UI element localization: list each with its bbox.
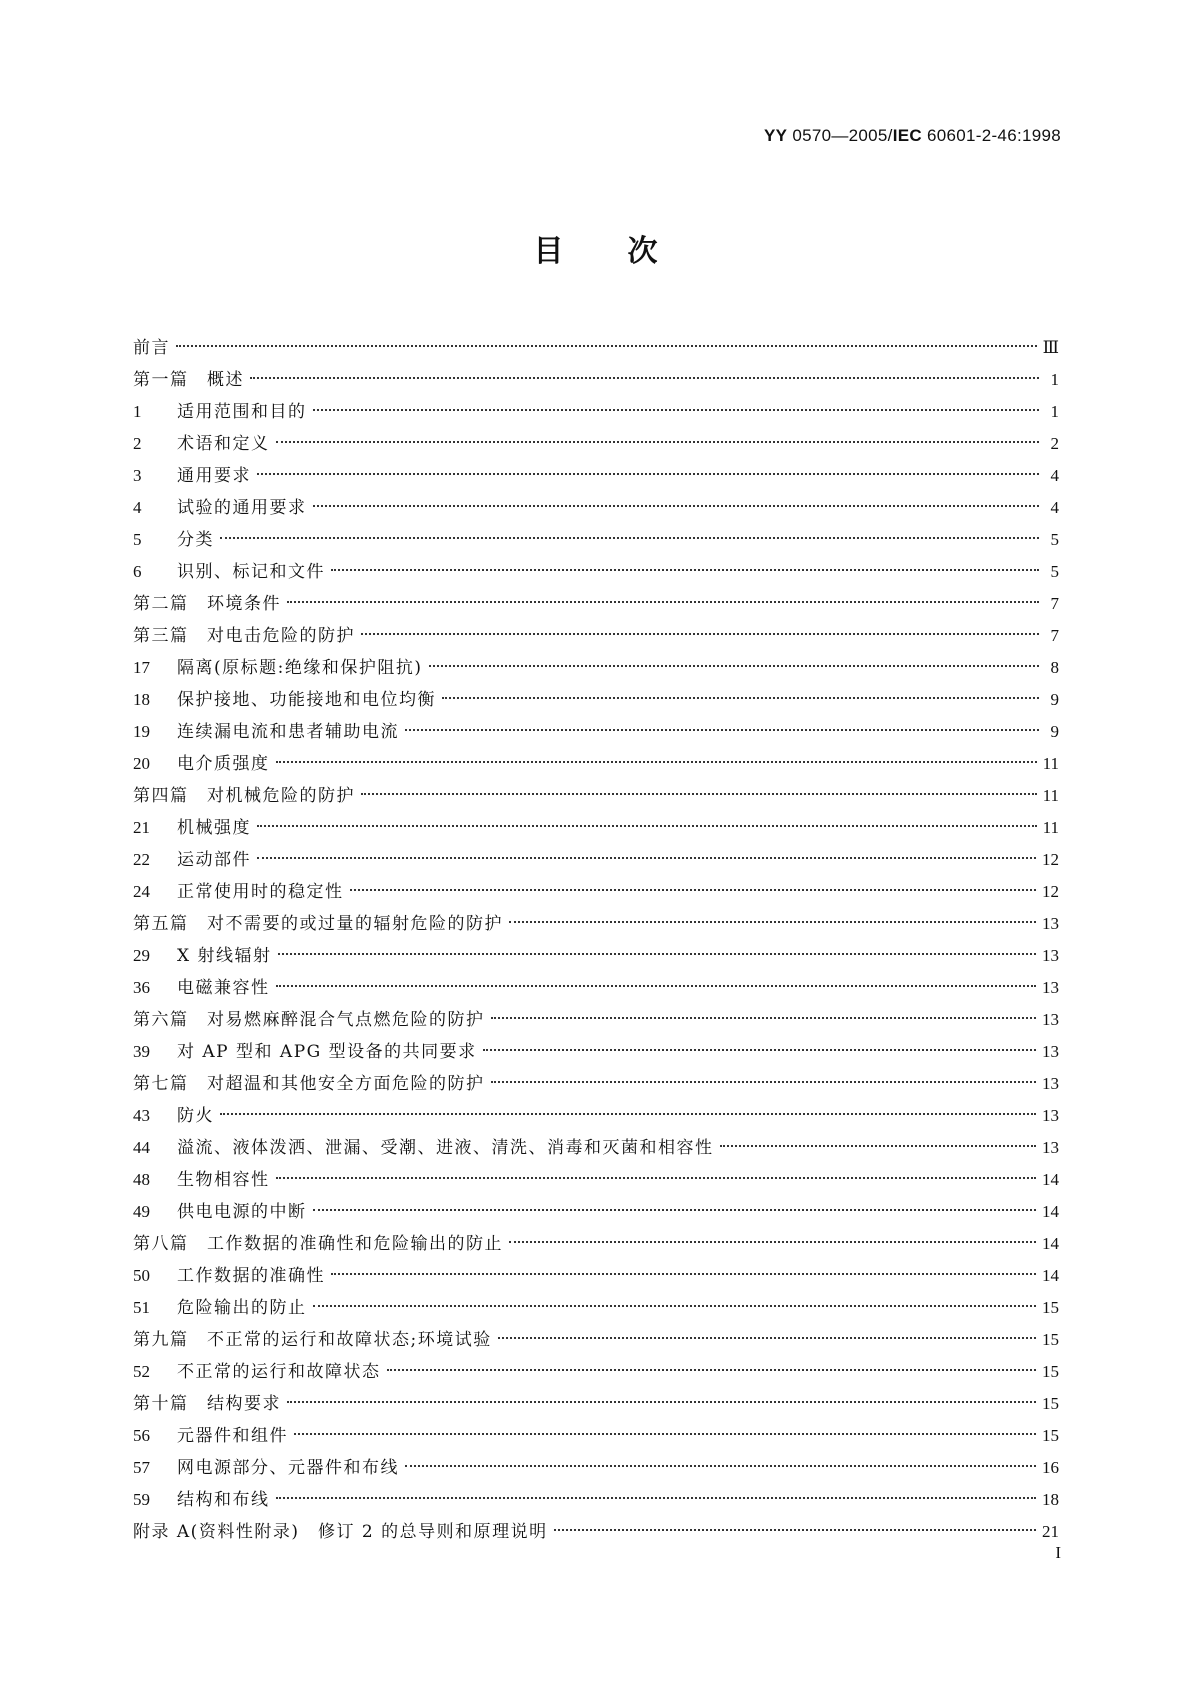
toc-entry[interactable] [133, 1068, 1059, 1100]
toc-entry[interactable] [133, 780, 1059, 812]
standard-code-yy: YY [764, 126, 788, 145]
toc-entry-page: 13 [1042, 1010, 1059, 1029]
toc-entry-number: 6 [133, 562, 142, 581]
toc-entry[interactable] [133, 396, 1059, 428]
toc-entry-title: 第三篇 对电击危险的防护 [133, 626, 355, 646]
toc-entry-label [133, 364, 244, 396]
toc-leader-dots [720, 1145, 1037, 1147]
toc-entry-page: 5 [1050, 530, 1059, 549]
toc-entry-number: 59 [133, 1490, 150, 1509]
toc-entry-page: 9 [1050, 722, 1059, 741]
toc-leader-dots [276, 1177, 1037, 1179]
toc-entry-page: 12 [1042, 850, 1059, 869]
toc-entry-label [133, 1324, 492, 1356]
toc-entry-label [133, 684, 436, 716]
toc-entry-label [133, 1068, 485, 1100]
toc-entry-label [133, 556, 325, 588]
standard-code-number: 0570—2005/ [792, 126, 893, 145]
toc-entry[interactable] [133, 588, 1059, 620]
toc-leader-dots [313, 1209, 1037, 1211]
toc-entry-label [133, 620, 355, 652]
toc-entry-label [133, 492, 307, 524]
toc-entry-title: 第九篇 不正常的运行和故障状态;环境试验 [133, 1330, 492, 1350]
toc-entry-number: 49 [133, 1202, 150, 1221]
toc-entry-title: 网电源部分、元器件和布线 [177, 1458, 399, 1478]
toc-entry[interactable] [133, 428, 1059, 460]
toc-entry[interactable] [133, 364, 1059, 396]
toc-entry-title: 保护接地、功能接地和电位均衡 [177, 690, 436, 710]
toc-entry[interactable] [133, 844, 1059, 876]
toc-entry-title: 电介质强度 [177, 754, 270, 774]
toc-leader-dots [491, 1017, 1037, 1019]
toc-entry-number: 18 [133, 690, 150, 709]
toc-entry-number: 21 [133, 818, 150, 837]
toc-entry-number: 5 [133, 530, 142, 549]
toc-leader-dots [313, 1305, 1037, 1307]
toc-entry-page: 14 [1042, 1202, 1059, 1221]
toc-entry-title: 前言 [133, 338, 170, 358]
toc-entry-title: 供电电源的中断 [177, 1202, 307, 1222]
toc-entry[interactable] [133, 1100, 1059, 1132]
toc-entry[interactable] [133, 460, 1059, 492]
toc-entry-number: 17 [133, 658, 150, 677]
toc-entry-label [133, 844, 251, 876]
toc-entry-page: 4 [1050, 466, 1059, 485]
toc-entry-page: 9 [1050, 690, 1059, 709]
toc-entry[interactable] [133, 812, 1059, 844]
toc-entry-number: 29 [133, 946, 150, 965]
toc-entry[interactable] [133, 1132, 1059, 1164]
toc-entry-title: 工作数据的准确性 [177, 1266, 325, 1286]
toc-entry-title: 试验的通用要求 [177, 498, 307, 518]
toc-leader-dots [313, 409, 1040, 411]
toc-leader-dots [491, 1081, 1037, 1083]
toc-entry-label [133, 940, 272, 972]
toc-leader-dots [287, 1401, 1036, 1403]
toc-entry[interactable] [133, 1356, 1059, 1388]
toc-leader-dots [294, 1433, 1036, 1435]
toc-entry-page: 15 [1042, 1362, 1059, 1381]
toc-entry-label [133, 588, 281, 620]
toc-entry-title: 溢流、液体泼洒、泄漏、受潮、进液、清洗、消毒和灭菌和相容性 [177, 1138, 714, 1158]
toc-entry-page: 13 [1042, 1106, 1059, 1125]
toc-entry-title: 防火 [177, 1106, 214, 1126]
toc-entry[interactable] [133, 684, 1059, 716]
toc-entry[interactable] [133, 1004, 1059, 1036]
toc-entry-number: 57 [133, 1458, 150, 1477]
toc-entry-title: 隔离(原标题:绝缘和保护阻抗) [177, 658, 423, 678]
toc-entry[interactable] [133, 1228, 1059, 1260]
toc-entry-number: 36 [133, 978, 150, 997]
toc-entry[interactable] [133, 492, 1059, 524]
toc-leader-dots [278, 953, 1036, 955]
toc-entry-number: 52 [133, 1362, 150, 1381]
toc-leader-dots [350, 889, 1037, 891]
toc-entry-page: 1 [1050, 402, 1059, 421]
toc-entry[interactable] [133, 940, 1059, 972]
toc-entry-page: 21 [1042, 1522, 1059, 1541]
toc-entry-page: 13 [1042, 946, 1059, 965]
toc-entry[interactable] [133, 1260, 1059, 1292]
toc-entry-title: 正常使用时的稳定性 [177, 882, 344, 902]
toc-entry-title: 第七篇 对超温和其他安全方面危险的防护 [133, 1074, 485, 1094]
toc-entry-label [133, 524, 214, 556]
toc-entry-number: 2 [133, 434, 142, 453]
toc-entry-number: 48 [133, 1170, 150, 1189]
toc-entry-page: 7 [1050, 626, 1059, 645]
toc-entry-label [133, 1132, 714, 1164]
page-number: I [1055, 1543, 1061, 1562]
toc-entry[interactable] [133, 748, 1059, 780]
standard-code-iec-number: 60601-2-46:1998 [926, 126, 1061, 145]
standard-code [764, 126, 1061, 146]
toc-entry-page: 13 [1042, 978, 1059, 997]
toc-entry-page: 16 [1042, 1458, 1059, 1477]
toc-entry-page: 12 [1042, 882, 1059, 901]
toc-entry-page: 13 [1042, 1074, 1059, 1093]
toc-entry-label [133, 972, 270, 1004]
toc-entry[interactable] [133, 1516, 1059, 1548]
toc-entry[interactable] [133, 1420, 1059, 1452]
toc-entry-number: 43 [133, 1106, 150, 1125]
toc-entry-title: 第六篇 对易燃麻醉混合气点燃危险的防护 [133, 1010, 485, 1030]
toc-entry[interactable] [133, 876, 1059, 908]
toc-entry-title: 第二篇 环境条件 [133, 594, 281, 614]
toc-entry-page: 2 [1050, 434, 1059, 453]
toc-entry-label [133, 332, 170, 364]
toc-entry-title: 分类 [177, 530, 214, 550]
toc-entry[interactable] [133, 620, 1059, 652]
toc-entry-label [133, 1452, 399, 1484]
toc-entry-number: 1 [133, 402, 142, 421]
toc-entry-number: 19 [133, 722, 150, 741]
toc-leader-dots [313, 505, 1040, 507]
table-of-contents [133, 332, 1059, 1548]
toc-entry-title: X 射线辐射 [177, 946, 272, 966]
toc-leader-dots [331, 569, 1039, 571]
toc-leader-dots [276, 1497, 1037, 1499]
toc-entry-number: 20 [133, 754, 150, 773]
toc-entry-label [133, 716, 399, 748]
toc-leader-dots [361, 793, 1037, 795]
toc-entry-page: 15 [1042, 1298, 1059, 1317]
toc-entry-title: 生物相容性 [177, 1170, 270, 1190]
toc-entry-number: 4 [133, 498, 142, 517]
toc-entry-title: 第一篇 概述 [133, 370, 244, 390]
toc-entry-title: 不正常的运行和故障状态 [177, 1362, 381, 1382]
page-title: 目次 [533, 234, 722, 269]
toc-entry-page: Ⅲ [1042, 338, 1059, 357]
toc-entry-label [133, 1228, 503, 1260]
toc-leader-dots [276, 985, 1037, 987]
toc-entry-number: 44 [133, 1138, 150, 1157]
toc-entry[interactable] [133, 652, 1059, 684]
toc-entry-label [133, 1004, 485, 1036]
toc-entry[interactable] [133, 1324, 1059, 1356]
toc-entry-number: 3 [133, 466, 142, 485]
toc-entry-title: 机械强度 [177, 818, 251, 838]
toc-entry-page: 15 [1042, 1426, 1059, 1445]
toc-entry-page: 18 [1042, 1490, 1059, 1509]
toc-entry-label [133, 1484, 270, 1516]
toc-entry-label [133, 812, 251, 844]
toc-entry-label [133, 428, 270, 460]
toc-leader-dots [220, 1113, 1036, 1115]
toc-entry-page: 11 [1042, 754, 1059, 773]
toc-entry-page: 15 [1042, 1330, 1059, 1349]
toc-leader-dots [361, 633, 1039, 635]
toc-entry-title: 运动部件 [177, 850, 251, 870]
toc-entry-label [133, 1420, 288, 1452]
toc-entry-title: 电磁兼容性 [177, 978, 270, 998]
toc-entry-label [133, 396, 307, 428]
toc-entry-label [133, 1260, 325, 1292]
toc-entry-title: 附录 A(资料性附录) 修订 2 的总导则和原理说明 [133, 1522, 548, 1542]
toc-entry-label [133, 908, 503, 940]
toc-entry-label [133, 1100, 214, 1132]
toc-leader-dots [554, 1529, 1036, 1531]
toc-entry-title: 元器件和组件 [177, 1426, 288, 1446]
toc-leader-dots [276, 761, 1037, 763]
toc-entry-title: 识别、标记和文件 [177, 562, 325, 582]
toc-entry-title: 第十篇 结构要求 [133, 1394, 281, 1414]
toc-leader-dots [429, 665, 1040, 667]
toc-entry-number: 24 [133, 882, 150, 901]
toc-entry-page: 13 [1042, 914, 1059, 933]
toc-entry-label [133, 1356, 381, 1388]
toc-entry-label [133, 1196, 307, 1228]
toc-leader-dots [176, 345, 1037, 347]
toc-entry-page: 8 [1050, 658, 1059, 677]
toc-entry-title: 连续漏电流和患者辅助电流 [177, 722, 399, 742]
toc-entry-number: 56 [133, 1426, 150, 1445]
toc-entry-page: 5 [1050, 562, 1059, 581]
toc-entry-label [133, 1036, 477, 1068]
toc-entry-label [133, 780, 355, 812]
toc-entry-title: 第五篇 对不需要的或过量的辐射危险的防护 [133, 914, 503, 934]
toc-entry-title: 第八篇 工作数据的准确性和危险输出的防止 [133, 1234, 503, 1254]
toc-entry-title: 适用范围和目的 [177, 402, 307, 422]
toc-entry-title: 结构和布线 [177, 1490, 270, 1510]
toc-entry-page: 11 [1042, 786, 1059, 805]
toc-entry[interactable] [133, 1452, 1059, 1484]
toc-entry-label [133, 1164, 270, 1196]
toc-entry-page: 15 [1042, 1394, 1059, 1413]
toc-leader-dots [257, 473, 1039, 475]
toc-entry-label [133, 652, 423, 684]
toc-entry-page: 11 [1042, 818, 1059, 837]
toc-leader-dots [405, 1465, 1036, 1467]
toc-entry-label [133, 1292, 307, 1324]
toc-entry-number: 22 [133, 850, 150, 869]
toc-entry-page: 14 [1042, 1266, 1059, 1285]
toc-entry-title: 对 AP 型和 APG 型设备的共同要求 [177, 1042, 477, 1062]
toc-entry-page: 14 [1042, 1234, 1059, 1253]
toc-entry-title: 通用要求 [177, 466, 251, 486]
toc-leader-dots [405, 729, 1039, 731]
toc-entry-page: 4 [1050, 498, 1059, 517]
toc-leader-dots [483, 1049, 1036, 1051]
toc-entry[interactable] [133, 1292, 1059, 1324]
toc-entry-page: 7 [1050, 594, 1059, 613]
toc-entry-number: 51 [133, 1298, 150, 1317]
toc-entry-title: 第四篇 对机械危险的防护 [133, 786, 355, 806]
toc-entry-label [133, 1516, 548, 1548]
toc-entry[interactable] [133, 1036, 1059, 1068]
standard-code-iec: IEC [892, 126, 922, 145]
toc-entry-page: 13 [1042, 1138, 1059, 1157]
toc-leader-dots [442, 697, 1039, 699]
toc-entry[interactable] [133, 1484, 1059, 1516]
toc-leader-dots [331, 1273, 1036, 1275]
toc-entry[interactable] [133, 972, 1059, 1004]
toc-entry[interactable] [133, 524, 1059, 556]
toc-leader-dots [220, 537, 1039, 539]
toc-entry[interactable] [133, 1388, 1059, 1420]
toc-entry-title: 术语和定义 [177, 434, 270, 454]
toc-leader-dots [257, 825, 1037, 827]
toc-leader-dots [287, 601, 1039, 603]
toc-leader-dots [250, 377, 1039, 379]
toc-leader-dots [257, 857, 1036, 859]
toc-entry[interactable] [133, 1196, 1059, 1228]
toc-entry[interactable] [133, 556, 1059, 588]
toc-entry[interactable] [133, 716, 1059, 748]
toc-entry-label [133, 1388, 281, 1420]
toc-entry[interactable] [133, 332, 1059, 364]
toc-leader-dots [509, 921, 1036, 923]
toc-entry[interactable] [133, 908, 1059, 940]
toc-entry-number: 50 [133, 1266, 150, 1285]
toc-entry-page: 1 [1050, 370, 1059, 389]
toc-leader-dots [509, 1241, 1036, 1243]
toc-entry-label [133, 460, 251, 492]
toc-entry[interactable] [133, 1164, 1059, 1196]
toc-entry-label [133, 876, 344, 908]
toc-entry-title: 危险输出的防止 [177, 1298, 307, 1318]
toc-leader-dots [276, 441, 1040, 443]
toc-entry-number: 39 [133, 1042, 150, 1061]
toc-entry-page: 14 [1042, 1170, 1059, 1189]
toc-entry-label [133, 748, 270, 780]
toc-leader-dots [387, 1369, 1037, 1371]
toc-leader-dots [498, 1337, 1036, 1339]
toc-entry-page: 13 [1042, 1042, 1059, 1061]
